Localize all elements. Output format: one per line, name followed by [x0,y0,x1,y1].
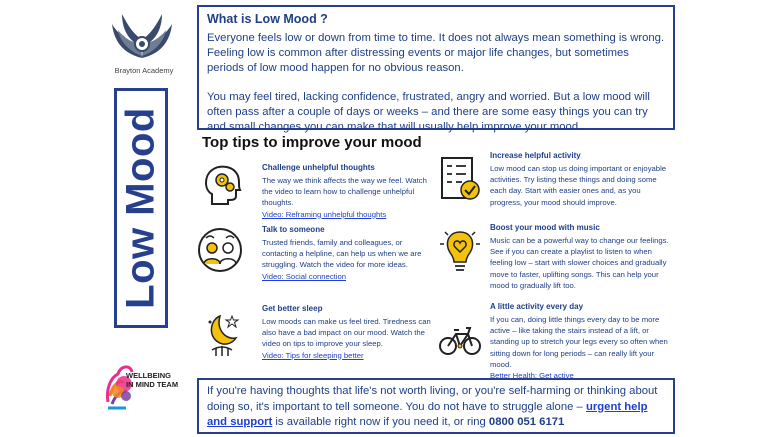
tip-body: If you can, doing little things every day to be more active – like taking the stairs instead of a lift, or standing up to stretch your legs every so often when sitting down for long periods – can really lift your mood. [490,315,668,369]
tip-heading: Challenge unhelpful thoughts [262,163,375,172]
moon-stars-icon [198,310,246,363]
video-link-social-connection[interactable]: Video: Social connection [262,271,347,281]
tip-body: The way we think affects the way we feel. Watch the video to learn how to challenge unhelpful thoughts. [262,176,427,208]
tips-title: Top tips to improve your mood [202,134,422,151]
tip-heading: Get better sleep [262,304,323,313]
tip-heading: Boost your mood with music [490,223,600,232]
tip-helpful-activity [490,151,670,208]
intro-paragraph-1: Everyone feels low or down from time to time. It does not always mean something is wrong. Feeling low is common after distressing events or major life changes, but sometimes periods of low mood happen for no obvious reason. [207,32,665,74]
helpline-phone: 0800 051 6171 [488,416,565,428]
low-mood-title-box [114,88,168,328]
urgent-help-text-middle: is available right now if you need it, or ring [272,416,489,428]
intro-paragraph-2: You may feel tired, lacking confidence, frustrated, angry and worried. But a low mood will often pass after a couple of days or weeks – and there are some easy things you can try and small changes you can make that will usually help improve your mood. [207,91,650,133]
tip-challenge-thoughts [262,163,432,220]
tip-heading: Talk to someone [262,225,325,234]
tip-heading: A little activity every day [490,302,584,311]
checklist-icon [436,154,484,207]
head-gears-icon [198,160,246,213]
video-link-sleeping-better[interactable]: Video: Tips for sleeping better [262,350,364,360]
wellbeing-logo-line2: IN MIND TEAM [126,380,179,389]
intro-heading: What is Low Mood ? [207,12,328,26]
better-health-link[interactable]: Better Health: Get active [490,371,574,381]
tip-music [490,223,670,291]
lightbulb-heart-icon [436,226,484,279]
urgent-help-text [207,384,665,431]
tip-talk-to-someone [262,225,432,282]
wellbeing-logo-line1: WELLBEING [126,371,171,380]
tip-body: Trusted friends, family and colleagues, or contacting a helpline, can help us when we are struggling. Watch the video for more ideas. [262,238,422,270]
urgent-help-link[interactable]: urgent help and support [207,400,648,428]
bicycle-icon [436,316,484,369]
tip-body: Music can be a powerful way to change our feelings. See if you can create a playlist to listen to when feeling low – start with slower choices and gradually move to faster, uplifting songs. This can help your mood to gradually lift too. [490,236,669,290]
tip-body: Low mood can stop us doing important or enjoyable activities. Try listing these things and doing some each day. Start with easier ones and, as you progress, your mood should improve. [490,164,667,207]
vertical-title: Low Mood [118,107,163,309]
tip-body: Low moods can make us feel tired. Tiredness can also have a bad impact on our mood. Watch the video on tips to improve your sleep. [262,317,431,349]
video-link-reframing[interactable]: Video: Reframing unhelpful thoughts [262,209,387,219]
tip-activity-every-day [490,302,674,381]
winged-crest-icon [104,6,180,68]
tip-heading: Increase helpful activity [490,151,581,160]
urgent-help-box [197,378,675,434]
tip-better-sleep [262,304,432,361]
people-talking-icon [196,226,244,279]
intro-box [197,5,675,133]
urgent-help-text-start: If you're having thoughts that life's not worth living, or you're self-harming or thinking about doing so, it's important to tell someone. You do not have to struggle alone – [207,385,658,413]
school-name: Brayton Academy [114,66,174,75]
